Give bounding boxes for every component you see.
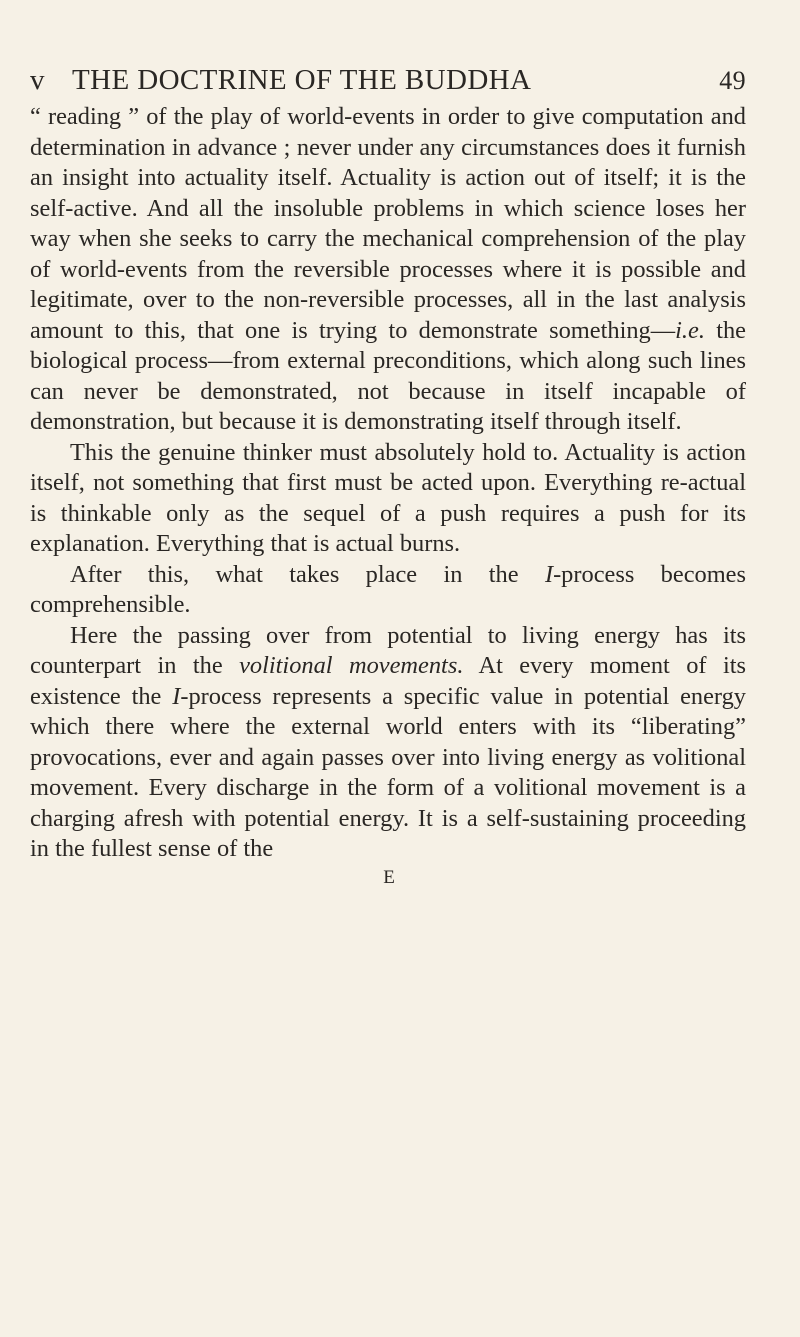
italic-text: volitional movements. bbox=[239, 652, 464, 679]
text-run: -process represents a specific value in potential energy which there where the external world enters with its “liberating” provocations, ever and again passes over into living energy as volitional movement. Every discharge in the form of a volitional movement is a charging afresh with potential energy. It is a self-sustaining proceeding in the fullest sense of the bbox=[30, 682, 747, 862]
book-page bbox=[30, 58, 746, 889]
running-head bbox=[30, 58, 746, 102]
text-run: “ reading ” of the play of world-events in order to give computation and determination in advance ; never under any circumstances does it furnish an insight into actuality itself. Actuality is action out of itself; it is the self-active. And all the insoluble problems in which science loses her way when she seeks to carry the mechanical comprehension of the play of world-events from the reversible processes where it is possible and legitimate, over to the non-reversible processes, all in the last analysis amount to this, that one is trying to demonstrate something— bbox=[30, 103, 746, 344]
chapter-number: v bbox=[30, 64, 45, 96]
paragraph bbox=[30, 621, 746, 865]
paragraph bbox=[30, 102, 746, 438]
text-run: This the genuine thinker must absolutely hold to. Actuality is action itself, not something that first must be acted upon. Everything re-actual is thinkable only as the sequel of a push requires a push for its explanation. Everything that is actual burns. bbox=[30, 438, 746, 557]
running-title: THE DOCTRINE OF THE BUDDHA bbox=[72, 64, 532, 96]
text-run: Here the passing over from potential to living energy has its counterpart in the bbox=[30, 621, 746, 679]
paragraph bbox=[30, 438, 746, 560]
text-run: At every moment of its existence the bbox=[30, 652, 746, 710]
page-number: 49 bbox=[719, 66, 746, 95]
italic-text: I bbox=[172, 682, 181, 710]
signature-mark: E bbox=[383, 866, 396, 888]
body-text bbox=[30, 102, 746, 865]
text-run: -process becomes comprehensible. bbox=[30, 560, 747, 618]
italic-text: I bbox=[544, 560, 554, 588]
text-run: After this, what takes place in the bbox=[70, 560, 545, 588]
paragraph bbox=[30, 560, 746, 621]
text-run: the biological process—from external preconditions, which along such lines can never be demonstrated, not because in itself incapable of demonstration, but because it is demonstrating itself through itself. bbox=[30, 316, 746, 435]
italic-text: i.e. bbox=[675, 316, 705, 344]
